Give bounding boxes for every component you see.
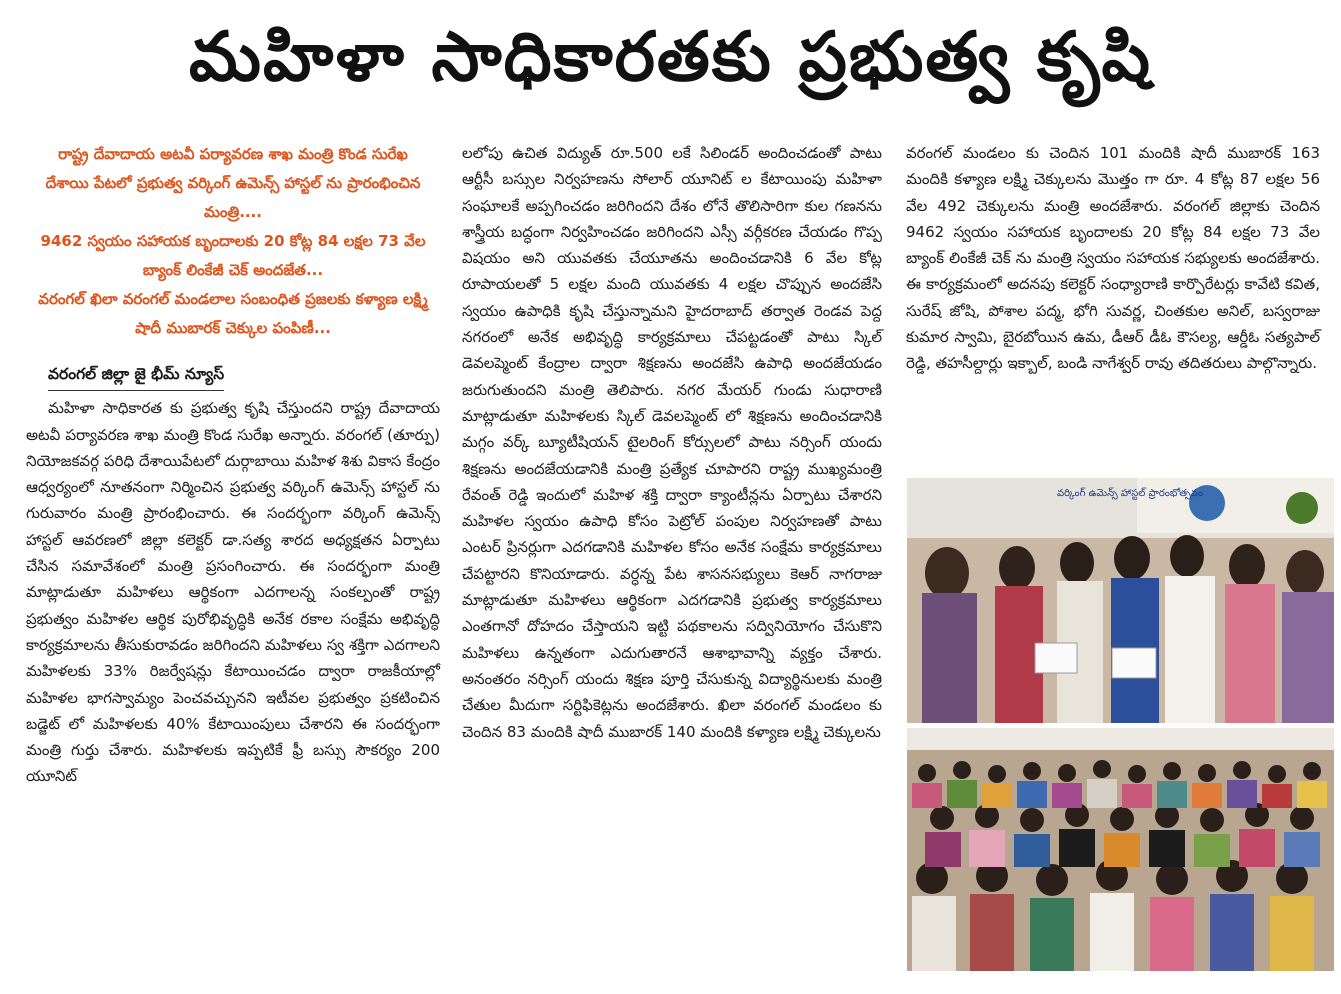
photo-banner-text: వర్కింగ్ ఉమెన్స్ హాస్టల్ ప్రారంభోత్సవం [1057,488,1204,499]
column-3 [906,140,1320,377]
headline: మహిళా సాధికారతకు ప్రభుత్వ కృషి [189,17,1152,97]
body-text-col1: మహిళా సాధికారత కు ప్రభుత్వ కృషి చేస్తుందని రాష్ట్ర దేవాదాయ అటవీ పర్యావరణ శాఖ మంత్రి కొండ సురేఖ అన్నారు. వరంగల్ (తూర్పు) నియోజకవర్గ పరిధి దేశాయిపేటలో దుర్గాబాయి మహిళ శిశు వికాస కేంద్రం ఆధ్వర్యంలో నూతనంగా నిర్మించిన ప్రభుత్వ వర్కింగ్ ఉమెన్స్ హాస్టల్ ను గురువారం మంత్రి ప్రారంభించారు. ఈ సందర్భంగా వర్కింగ్ ఉమెన్స్ హాస్టల్ ఆవరణలో జిల్లా కలెక్టర్ డా.సత్య శారద అధ్యక్షతన ఏర్పాటు చేసిన సమావేశంలో మంత్రి ప్రసంగించారు. ఈ సందర్భంగా మంత్రి మాట్లాడుతూ మహిళలు ఆర్థికంగా ఎదగాలన్న సంకల్పంతో రాష్ట్ర ప్రభుత్వం మహిళల ఆర్థిక పురోభివృద్ధికి అనేక రకాల సంక్షేమ అభివృద్ధి కార్యక్రమాలను తీసుకురావడం జరిగిందని మహిళలు స్వ శక్తిగా ఎదగాలని మహిళలకు 33% రిజర్వేషన్లు కేటాయించడం ద్వారా రాజకీయాల్లో మహిళల భాగస్వామ్యం పెంచవచ్చునని ఇటీవల ప్రభుత్వం ప్రకటించిన బడ్జెట్ లో మహిళలకు 40% కేటాయింపులు చేశారని ఈ సందర్భంగా మంత్రి గుర్తు చేశారు. మహిళలకు ఇప్పటికే ఫ్రీ బస్సు సౌకర్యం 200 యూనిట్ [26,399,440,786]
column-1 [26,140,440,790]
highlight-1: రాష్ట్ర దేవాదాయ అటవీ పర్యావరణ శాఖ మంత్రి కొండ సురేఖ [58,145,408,163]
column-2 [462,140,882,745]
event-photo-audience [907,728,1334,971]
byline: వరంగల్ జిల్లా జై భీమ్ న్యూస్ [48,361,224,391]
event-photo-stage [907,478,1334,723]
body-text-col3: వరంగల్ మండలం కు చెందిన 101 మందికి షాదీ ముబారక్ 163 మందికి కళ్యాణ లక్ష్మి చెక్కులను మొత్తం గా రూ. 4 కోట్ల 87 లక్షల 56 వేల 492 చెక్కులను మంత్రి అందజేశారు. వరంగల్ జిల్లాకు చెందిన 9462 స్వయం సహాయక బృందాలకు 20 కోట్ల 84 లక్షల 73 వేల బ్యాంక్ లింకేజీ చెక్ ను మంత్రి స్వయం సహాయక సభ్యులకు అందజేశారు. ఈ కార్యక్రమంలో అదనపు కలెక్టర్ సంధ్యారాణి కార్పొరేటర్లు కావేటి కవిత, సురేష్ జోషి, పోశాల పద్మ, భోగి సువర్ణ, చింతకుల అనిల్, బస్వరాజు కుమార స్వామి, బైరబోయిన ఉమ, డీఆర్ డీఓ కౌసల్య, ఆర్డీఓ సత్యపాల్ రెడ్డి, తహసీల్దార్లు ఇక్బాల్, బండి నాగేశ్వర్ రావు తదితరులు పాల్గొన్నారు. [906,144,1320,373]
event-photo-audience-image [907,728,1334,971]
highlights-box [26,140,440,343]
event-photo-stage-image [907,478,1334,723]
highlight-4: వరంగల్ ఖిలా వరంగల్ మండలాల సంబంధిత ప్రజలకు కళ్యాణ లక్ష్మి షాదీ ముబారక్ చెక్కుల పంపిణీ... [38,290,428,337]
highlight-3: 9462 స్వయం సహాయక బృందాలకు 20 కోట్ల 84 లక్షల 73 వేల బ్యాంక్ లింకేజీ చెక్ అందజేత... [40,232,426,279]
highlight-2: దేశాయి పేటలో ప్రభుత్వ వర్కింగ్ ఉమెన్స్ హాస్టల్ ను ప్రారంభించిన మంత్రి.... [45,174,421,221]
body-text-col2: లలోపు ఉచిత విద్యుత్ రూ.500 లకే సిలిండర్ అందించడంతో పాటు ఆర్టీసీ బస్సుల నిర్వహణను సోలార్ యూనిట్ ల కేటాయింపు మహిళా సంఘాలకే అప్పగించడం జరిగిందని దేశం లోనే తొలిసారిగా కుల గణనను శాస్త్రీయ బద్ధంగా నిర్వహించడం జరిగిందని ఎస్సీ వర్గీకరణ చేయడం గొప్ప విషయం అని యువతకు చేయూతను అందించడానికి 6 వేల కోట్ల రూపాయలతో 5 లక్షల మంది యువతకు 4 లక్షల చొప్పున అందజేసి స్వయం ఉపాధికి కృషి చేస్తున్నామని హైదరాబాద్ తర్వాత రెండవ పెద్ద నగరంలో అనేక అభివృద్ధి కార్యక్రమాలు చేపట్టడంతో పాటు స్కిల్ డెవలప్మెంట్ కేంద్రాల ద్వారా శిక్షణను అందజేసి ఉపాధి అందజేయడం జరుగుతుందని మంత్రి తెలిపారు. నగర మేయర్ గుండు సుధారాణి మాట్లాడుతూ మహిళలకు స్కిల్ డెవలప్మెంట్ లో శిక్షణను అందించడానికి మగ్గం వర్క్ బ్యూటీషియన్ టైలరింగ్ కోర్సులలో పాటు నర్సింగ్ యందు శిక్షణను అందజేయడానికి మంత్రి ప్రత్యేక చూపారని రాష్ట్ర ముఖ్యమంత్రి రేవంత్ రెడ్డి ఇందులో మహిళ శక్తి ద్వారా క్యాంటీన్లను ఏర్పాటు చేశారని మహిళల స్వయం ఉపాధి కోసం పెట్రోల్ పంపుల నిర్వహణతో పాటు ఎంటర్ ప్రినర్లుగా ఎదగడానికి మహిళల కోసం అనేక సంక్షేమ కార్యక్రమాలు చేపట్టారని కొనియాడారు. వర్ధన్న పేట శాసనసభ్యులు కెఆర్ నాగరాజు మాట్లాడుతూ మహిళలు ఆర్థికంగా ఎదగడానికి ప్రభుత్వ కార్యక్రమాలు ఎంతగానో దోహదం చేస్తాయని ఇట్టి పథకాలను సద్వినియోగం చేసుకొని మహిళలు ఉన్నతంగా ఎదుగుతారనే ఆశాభావాన్ని వ్యక్తం చేశారు. అనంతరం నర్సింగ్ యందు శిక్షణ పూర్తి చేసుకున్న విద్యార్థినులకు మంత్రి చేతుల మీదుగా సర్టిఫికెట్లను అందజేశారు. ఖిలా వరంగల్ మండలం కు చెందిన 83 మందికి షాదీ ముబారక్ 140 మందికి కళ్యాణ లక్ష్మి చెక్కులను [462,144,882,741]
